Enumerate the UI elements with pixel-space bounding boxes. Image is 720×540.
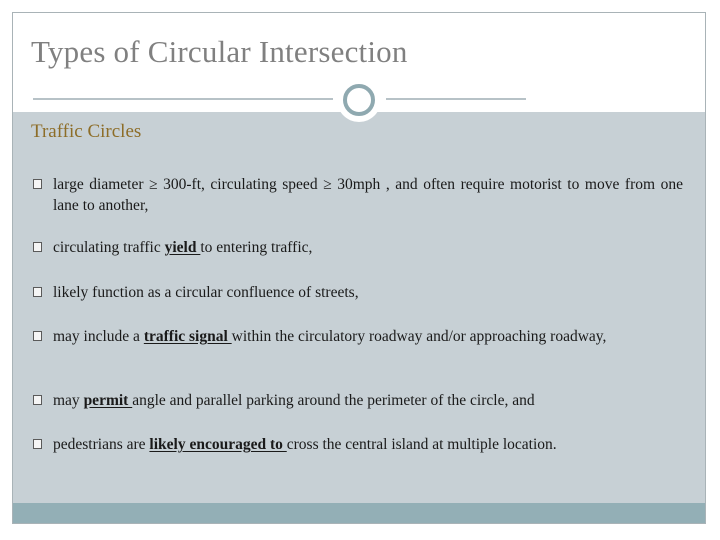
- checkbox-bullet-icon: [33, 179, 42, 189]
- checkbox-bullet-icon: [33, 395, 42, 405]
- bullet-item: [33, 390, 683, 411]
- checkbox-bullet-icon: [33, 242, 42, 252]
- checkbox-bullet-icon: [33, 439, 42, 449]
- bullet-text: may permit angle and parallel parking around the perimeter of the circle, and: [53, 392, 535, 409]
- emphasis-text: yield: [164, 239, 201, 256]
- title-divider-right: [386, 98, 526, 100]
- bullet-text: circulating traffic yield to entering traffic,: [53, 239, 313, 256]
- bullet-text: may include a traffic signal within the circulatory roadway and/or approaching roadway,: [53, 328, 607, 345]
- bullet-text: likely function as a circular confluence of streets,: [53, 284, 359, 301]
- bullet-item: [33, 434, 683, 455]
- checkbox-bullet-icon: [33, 331, 42, 341]
- bullet-item: [33, 282, 683, 303]
- bullet-text: large diameter ≥ 300-ft, circulating speed ≥ 30mph , and often require motorist to move from one lane to another,: [53, 176, 683, 214]
- bullet-text: pedestrians are likely encouraged to cross the central island at multiple location.: [53, 436, 557, 453]
- checkbox-bullet-icon: [33, 287, 42, 297]
- bullet-item: [33, 174, 683, 216]
- emphasis-text: likely encouraged to: [149, 436, 287, 453]
- bullet-item: [33, 326, 683, 347]
- emphasis-text: traffic signal: [143, 328, 232, 345]
- footer-bar: [13, 503, 705, 523]
- emphasis-text: permit: [83, 392, 133, 409]
- title-divider-left: [33, 98, 333, 100]
- slide-title: Types of Circular Intersection: [31, 34, 408, 69]
- circle-ornament-icon: [337, 78, 381, 122]
- bullet-item: [33, 237, 683, 258]
- section-subheading: Traffic Circles: [31, 121, 142, 142]
